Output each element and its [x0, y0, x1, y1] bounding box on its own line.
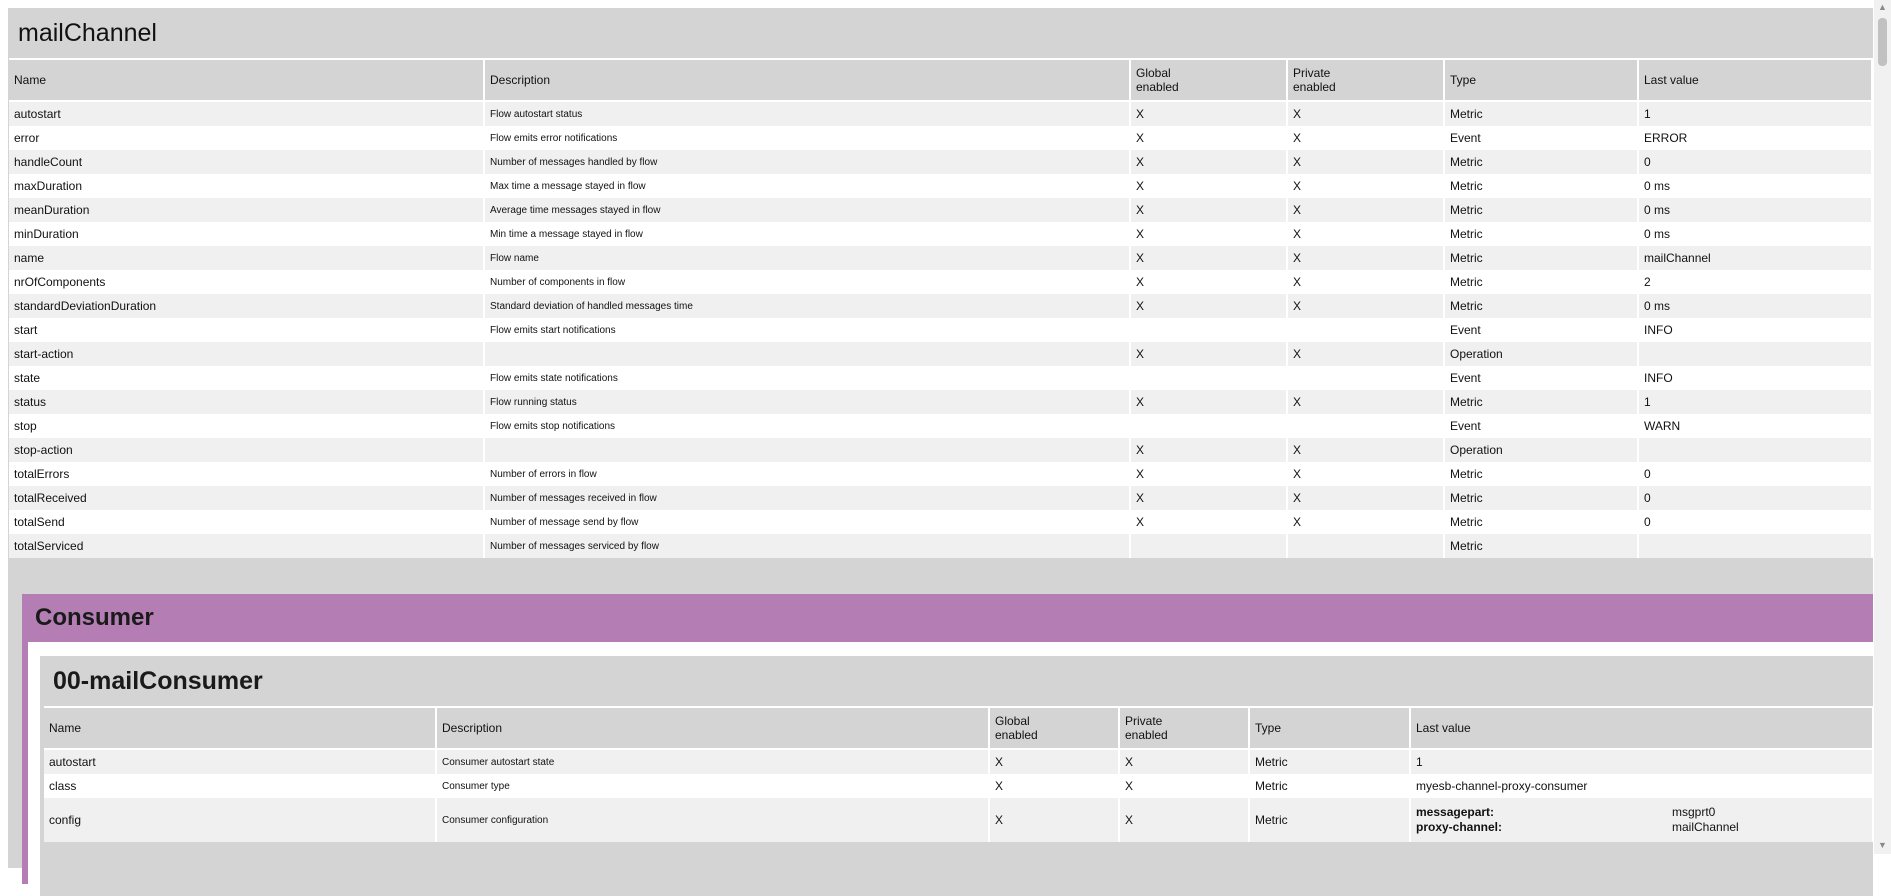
cell-last-value: 1 [1410, 749, 1873, 774]
config-key: messagepart: [1416, 805, 1495, 819]
cell-name: autostart [44, 749, 436, 774]
cell-type: Metric [1444, 390, 1638, 414]
consumer-content [28, 642, 1873, 892]
cell-type: Event [1444, 366, 1638, 390]
cell-private-enabled: X [1287, 462, 1444, 486]
cell-private-enabled: X [1119, 798, 1249, 842]
cell-type: Metric [1249, 798, 1410, 842]
cell-global-enabled: X [1130, 246, 1287, 270]
cell-description: Flow autostart status [484, 101, 1130, 126]
flow-metrics-body [9, 101, 1872, 558]
cell-last-value: INFO [1638, 318, 1872, 342]
table-row [9, 462, 1872, 486]
cell-private-enabled: X [1119, 774, 1249, 798]
cell-type: Metric [1444, 270, 1638, 294]
cell-private-enabled [1287, 534, 1444, 558]
component-metrics-body [44, 749, 1873, 842]
cell-name: maxDuration [9, 174, 484, 198]
cell-private-enabled: X [1287, 438, 1444, 462]
table-row [9, 342, 1872, 366]
flow-metrics-table [9, 58, 1873, 558]
cell-type: Metric [1444, 462, 1638, 486]
cell-name: totalSend [9, 510, 484, 534]
table-row-config [44, 798, 1873, 842]
cell-name: stop [9, 414, 484, 438]
col-header-name[interactable]: Name [44, 707, 436, 749]
table-row [44, 774, 1873, 798]
table-row [9, 438, 1872, 462]
cell-private-enabled: X [1119, 749, 1249, 774]
table-row [9, 294, 1872, 318]
config-value: msgprt0 [1672, 805, 1716, 819]
col-header-type[interactable]: Type [1249, 707, 1410, 749]
table-row [9, 246, 1872, 270]
col-header-private-enabled[interactable]: Private enabled [1287, 59, 1444, 101]
cell-global-enabled: X [1130, 101, 1287, 126]
cell-name: autostart [9, 101, 484, 126]
cell-description: Flow emits stop notifications [484, 414, 1130, 438]
table-row [9, 534, 1872, 558]
cell-global-enabled: X [1130, 270, 1287, 294]
cell-name: status [9, 390, 484, 414]
cell-global-enabled: X [1130, 126, 1287, 150]
cell-private-enabled: X [1287, 174, 1444, 198]
cell-private-enabled: X [1287, 246, 1444, 270]
cell-description: Number of message send by flow [484, 510, 1130, 534]
cell-last-value: 0 [1638, 510, 1872, 534]
cell-last-value [1638, 342, 1872, 366]
cell-global-enabled: X [1130, 438, 1287, 462]
cell-type: Metric [1444, 510, 1638, 534]
cell-description: Min time a message stayed in flow [484, 222, 1130, 246]
config-list [1416, 805, 1867, 835]
component-title: 00-mailConsumer [53, 667, 263, 695]
scroll-up-arrow-icon[interactable]: ▲ [1878, 2, 1887, 12]
cell-description: Average time messages stayed in flow [484, 198, 1130, 222]
cell-description: Standard deviation of handled messages time [484, 294, 1130, 318]
cell-name: error [9, 126, 484, 150]
cell-type: Metric [1444, 222, 1638, 246]
col-header-description[interactable]: Description [436, 707, 989, 749]
cell-type: Metric [1444, 174, 1638, 198]
cell-name: handleCount [9, 150, 484, 174]
cell-private-enabled: X [1287, 101, 1444, 126]
cell-last-value: 0 [1638, 150, 1872, 174]
cell-type: Event [1444, 318, 1638, 342]
col-header-global-enabled[interactable]: Global enabled [1130, 59, 1287, 101]
cell-description: Max time a message stayed in flow [484, 174, 1130, 198]
cell-private-enabled: X [1287, 390, 1444, 414]
cell-type: Operation [1444, 342, 1638, 366]
cell-name: meanDuration [9, 198, 484, 222]
cell-last-value: 0 ms [1638, 222, 1872, 246]
cell-type: Metric [1444, 294, 1638, 318]
cell-description: Consumer autostart state [436, 749, 989, 774]
cell-type: Event [1444, 126, 1638, 150]
cell-global-enabled: X [1130, 150, 1287, 174]
cell-description: Consumer configuration [436, 798, 989, 842]
cell-private-enabled: X [1287, 198, 1444, 222]
table-row [9, 510, 1872, 534]
cell-private-enabled [1287, 318, 1444, 342]
cell-description: Flow emits state notifications [484, 366, 1130, 390]
col-header-type[interactable]: Type [1444, 59, 1638, 101]
table-row [9, 486, 1872, 510]
table-row [9, 366, 1872, 390]
cell-private-enabled: X [1287, 126, 1444, 150]
cell-global-enabled: X [1130, 462, 1287, 486]
cell-last-value: 1 [1638, 101, 1872, 126]
consumer-title: Consumer [35, 604, 154, 631]
cell-global-enabled: X [1130, 198, 1287, 222]
cell-global-enabled: X [1130, 510, 1287, 534]
cell-global-enabled [1130, 366, 1287, 390]
cell-name: totalErrors [9, 462, 484, 486]
cell-type: Metric [1444, 246, 1638, 270]
col-header-description[interactable]: Description [484, 59, 1130, 101]
table-row [44, 749, 1873, 774]
cell-description: Number of messages serviced by flow [484, 534, 1130, 558]
col-header-global-enabled[interactable]: Global enabled [989, 707, 1119, 749]
cell-name: config [44, 798, 436, 842]
cell-last-value: WARN [1638, 414, 1872, 438]
cell-private-enabled: X [1287, 270, 1444, 294]
cell-last-value: 0 ms [1638, 198, 1872, 222]
cell-name: stop-action [9, 438, 484, 462]
cell-global-enabled: X [989, 749, 1119, 774]
cell-last-value: mailChannel [1638, 246, 1872, 270]
cell-private-enabled: X [1287, 510, 1444, 534]
cell-last-value: 0 ms [1638, 294, 1872, 318]
cell-global-enabled: X [989, 774, 1119, 798]
table-row [9, 222, 1872, 246]
cell-name: standardDeviationDuration [9, 294, 484, 318]
flow-panel [8, 8, 1873, 868]
cell-name: start-action [9, 342, 484, 366]
col-header-last-value[interactable]: Last value [1638, 59, 1872, 101]
col-header-last-value[interactable]: Last value [1410, 707, 1873, 749]
cell-name: minDuration [9, 222, 484, 246]
cell-description: Number of components in flow [484, 270, 1130, 294]
table-row [9, 318, 1872, 342]
cell-global-enabled [1130, 414, 1287, 438]
table-row [9, 101, 1872, 126]
table-row [9, 390, 1872, 414]
cell-last-value: 0 ms [1638, 174, 1872, 198]
cell-last-value [1410, 798, 1873, 842]
cell-description: Number of errors in flow [484, 462, 1130, 486]
cell-description: Flow emits start notifications [484, 318, 1130, 342]
cell-private-enabled [1287, 366, 1444, 390]
cell-global-enabled: X [989, 798, 1119, 842]
cell-private-enabled [1287, 414, 1444, 438]
page-scrollbar[interactable] [1874, 0, 1891, 854]
table-row [9, 198, 1872, 222]
cell-name: state [9, 366, 484, 390]
cell-last-value: 0 [1638, 462, 1872, 486]
table-row [9, 150, 1872, 174]
cell-name: nrOfComponents [9, 270, 484, 294]
cell-description: Flow name [484, 246, 1130, 270]
cell-type: Metric [1444, 486, 1638, 510]
cell-global-enabled [1130, 318, 1287, 342]
cell-description [484, 342, 1130, 366]
scroll-down-arrow-icon[interactable]: ▼ [1878, 840, 1887, 850]
cell-name: class [44, 774, 436, 798]
cell-last-value: ERROR [1638, 126, 1872, 150]
component-metrics-table [44, 706, 1874, 842]
consumer-panel [22, 594, 1873, 884]
config-value: mailChannel [1672, 820, 1739, 834]
cell-private-enabled: X [1287, 294, 1444, 318]
col-header-name[interactable]: Name [9, 59, 484, 101]
table-row [9, 414, 1872, 438]
cell-name: name [9, 246, 484, 270]
cell-global-enabled: X [1130, 222, 1287, 246]
cell-description [484, 438, 1130, 462]
cell-global-enabled: X [1130, 486, 1287, 510]
cell-last-value: myesb-channel-proxy-consumer [1410, 774, 1873, 798]
cell-type: Metric [1444, 198, 1638, 222]
cell-last-value: 1 [1638, 390, 1872, 414]
cell-description: Number of messages received in flow [484, 486, 1130, 510]
cell-name: totalReceived [9, 486, 484, 510]
cell-description: Consumer type [436, 774, 989, 798]
cell-type: Metric [1444, 101, 1638, 126]
cell-name: start [9, 318, 484, 342]
cell-description: Flow running status [484, 390, 1130, 414]
cell-global-enabled: X [1130, 390, 1287, 414]
col-header-private-enabled[interactable]: Private enabled [1119, 707, 1249, 749]
cell-name: totalServiced [9, 534, 484, 558]
cell-last-value: 2 [1638, 270, 1872, 294]
table-row [9, 126, 1872, 150]
cell-global-enabled: X [1130, 294, 1287, 318]
scrollbar-thumb[interactable] [1878, 18, 1887, 66]
cell-type: Metric [1249, 774, 1410, 798]
table-row [9, 270, 1872, 294]
cell-private-enabled: X [1287, 342, 1444, 366]
cell-global-enabled: X [1130, 342, 1287, 366]
flow-title: mailChannel [18, 19, 157, 47]
cell-description: Flow emits error notifications [484, 126, 1130, 150]
cell-type: Event [1444, 414, 1638, 438]
cell-type: Operation [1444, 438, 1638, 462]
component-panel [40, 656, 1873, 896]
cell-private-enabled: X [1287, 222, 1444, 246]
cell-global-enabled: X [1130, 174, 1287, 198]
cell-last-value: INFO [1638, 366, 1872, 390]
cell-description: Number of messages handled by flow [484, 150, 1130, 174]
cell-type: Metric [1444, 534, 1638, 558]
table-row [9, 174, 1872, 198]
cell-global-enabled [1130, 534, 1287, 558]
config-key: proxy-channel: [1416, 820, 1503, 834]
cell-type: Metric [1444, 150, 1638, 174]
cell-type: Metric [1249, 749, 1410, 774]
cell-private-enabled: X [1287, 486, 1444, 510]
cell-private-enabled: X [1287, 150, 1444, 174]
cell-last-value [1638, 438, 1872, 462]
cell-last-value [1638, 534, 1872, 558]
cell-last-value: 0 [1638, 486, 1872, 510]
